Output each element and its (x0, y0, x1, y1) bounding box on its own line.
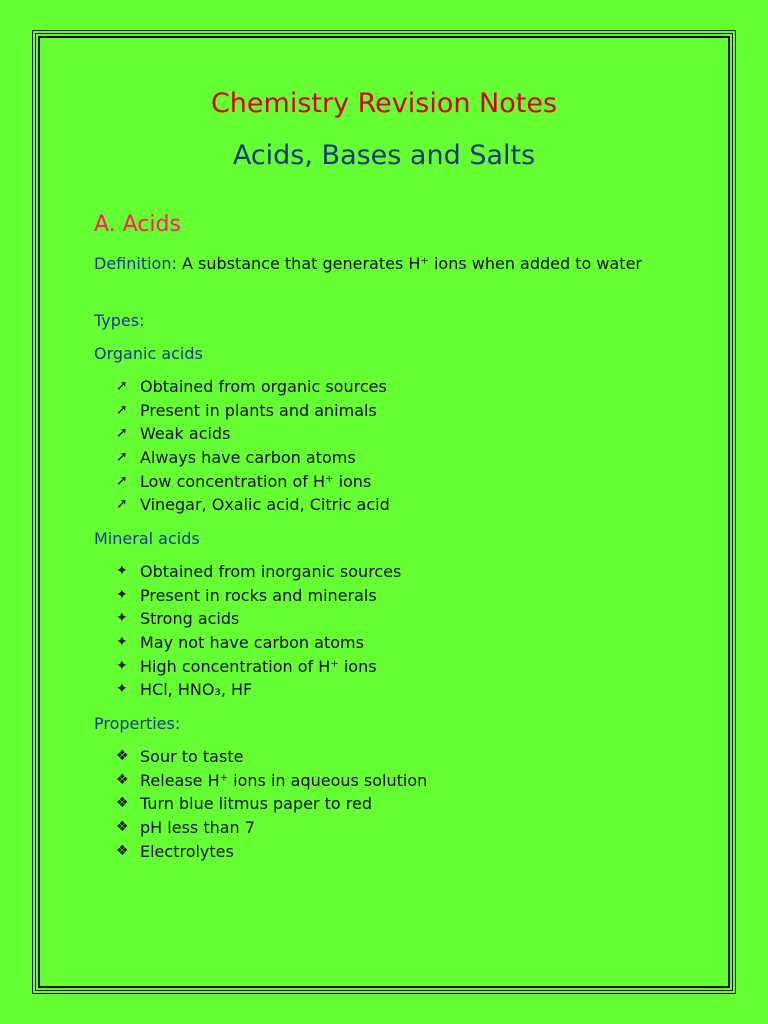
star-icon: ✦ (116, 657, 128, 674)
diamond-icon: ❖ (116, 748, 129, 764)
list-item (116, 470, 390, 494)
list-item-text: Low concentration of H⁺ ions (140, 471, 372, 491)
list-item (116, 745, 427, 769)
definition-paragraph (94, 252, 674, 276)
list-item-text: Sour to taste (140, 747, 244, 766)
types-label: Types: (94, 311, 145, 330)
list-item-text: Weak acids (140, 424, 231, 444)
list-item-text: Turn blue litmus paper to red (140, 794, 372, 814)
properties-heading: Properties: (94, 714, 181, 733)
list-item (116, 584, 401, 608)
diamond-icon: ❖ (116, 771, 129, 788)
arrow-icon: ➚ (116, 378, 128, 394)
section-title: A. Acids (94, 212, 181, 237)
diamond-icon: ❖ (116, 795, 129, 812)
list-item-text: Obtained from organic sources (140, 377, 387, 396)
list-item (116, 631, 401, 655)
list-item (116, 422, 390, 446)
list-item-text: High concentration of H⁺ ions (140, 656, 377, 676)
list-item-text: Present in plants and animals (140, 400, 377, 420)
list-item-text: May not have carbon atoms (140, 633, 364, 653)
arrow-icon: ➚ (116, 401, 128, 418)
arrow-icon: ➚ (116, 425, 128, 442)
star-icon: ✦ (116, 586, 128, 603)
organic-heading: Organic acids (94, 344, 203, 363)
list-item (116, 399, 390, 423)
arrow-icon: ➚ (116, 496, 128, 513)
list-item-text: Strong acids (140, 609, 240, 629)
organic-list (116, 375, 390, 517)
page-subtitle: Acids, Bases and Salts (232, 140, 536, 171)
arrow-icon: ➚ (116, 472, 128, 489)
list-item-text: Electrolytes (140, 841, 234, 861)
list-item (116, 446, 390, 470)
list-item-text: HCl, HNO₃, HF (140, 680, 253, 700)
list-item-text: Obtained from inorganic sources (140, 562, 402, 581)
list-item (116, 607, 401, 631)
list-item-text: Vinegar, Oxalic acid, Citric acid (140, 495, 390, 515)
definition-label: Definition: (94, 254, 177, 273)
list-item (116, 792, 427, 816)
star-icon: ✦ (116, 610, 128, 627)
mineral-heading: Mineral acids (94, 529, 200, 548)
list-item (116, 840, 427, 864)
list-item (116, 655, 401, 679)
diamond-icon: ❖ (116, 819, 129, 836)
list-item-text: pH less than 7 (140, 818, 255, 838)
list-item-text: Always have carbon atoms (140, 448, 356, 468)
list-item-text: Release H⁺ ions in aqueous solution (140, 770, 428, 790)
star-icon: ✦ (116, 563, 128, 579)
definition-text: A substance that generates H⁺ ions when added to water (176, 254, 642, 273)
properties-list (116, 745, 427, 863)
mineral-list (116, 560, 401, 702)
diamond-icon: ❖ (116, 842, 129, 859)
list-item (116, 816, 427, 840)
list-item (116, 678, 401, 702)
page-title: Chemistry Revision Notes (210, 88, 558, 119)
star-icon: ✦ (116, 681, 128, 698)
list-item (116, 493, 390, 517)
star-icon: ✦ (116, 634, 128, 651)
list-item (116, 769, 427, 793)
list-item (116, 560, 401, 584)
list-item-text: Present in rocks and minerals (140, 585, 377, 605)
arrow-icon: ➚ (116, 449, 128, 466)
list-item (116, 375, 390, 399)
